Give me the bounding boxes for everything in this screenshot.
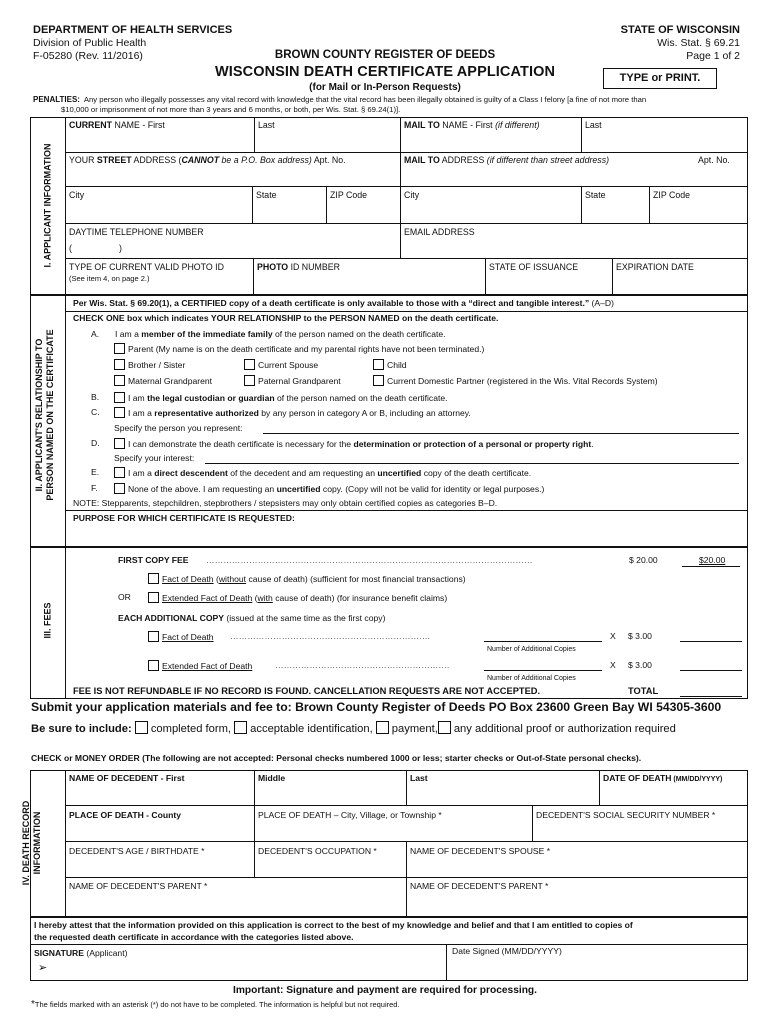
- phone-paren-open: (: [69, 243, 72, 253]
- maternal-gp-checkbox[interactable]: [114, 375, 125, 386]
- representative-checkbox[interactable]: [114, 407, 125, 418]
- decedent-first-field[interactable]: NAME OF DECEDENT - First: [69, 773, 185, 783]
- section1-label: I. APPLICANT INFORMATION: [42, 143, 53, 268]
- option-d-letter: D.: [91, 438, 100, 448]
- mail-city-field[interactable]: City: [404, 190, 420, 200]
- fact-of-death-option[interactable]: Fact of Death (without cause of death) (sufficient for most financial transactions): [148, 573, 466, 585]
- see-item-note: (See item 4, on page 2.): [69, 274, 150, 283]
- photo-id-type-field[interactable]: TYPE OF CURRENT VALID PHOTO ID: [69, 262, 224, 272]
- last-name-field[interactable]: Last: [258, 120, 275, 130]
- section2-intro: Per Wis. Stat. § 69.20(1), a CERTIFIED copy of a death certificate is only available to those with a “direct and tangible interest.” (A–D): [73, 298, 615, 308]
- state-field[interactable]: State: [256, 190, 277, 200]
- city-field[interactable]: City: [69, 190, 85, 200]
- division-name: Division of Public Health: [33, 37, 147, 49]
- parent1-name-field[interactable]: NAME OF DECEDENT'S PARENT *: [69, 881, 208, 891]
- spouse-checkbox[interactable]: [244, 359, 255, 370]
- option-a-text: I am a member of the immediate family of the person named on the death certificate.: [115, 329, 446, 339]
- phone-paren-close: ): [119, 243, 122, 253]
- place-city-field[interactable]: PLACE OF DEATH – City, Village, or Township *: [258, 810, 442, 820]
- signature-field[interactable]: SIGNATURE (Applicant): [34, 948, 128, 958]
- option-f-letter: F.: [91, 483, 98, 493]
- photo-id-number-field[interactable]: PHOTO ID NUMBER: [257, 262, 340, 272]
- specify-interest-label: Specify your interest:: [114, 453, 195, 463]
- add-extended-leader: …………………………………………………….: [275, 660, 450, 670]
- option-a-letter: A.: [91, 329, 100, 339]
- partner-option[interactable]: Current Domestic Partner (registered in the Wis. Vital Records System): [373, 375, 658, 387]
- department-name: DEPARTMENT OF HEALTH SERVICES: [33, 24, 233, 36]
- decedent-middle-field[interactable]: Middle: [258, 773, 286, 783]
- additional-proof-checkbox[interactable]: [438, 721, 451, 734]
- attest-line1: I hereby attest that the information provided on this application is correct to the best of my knowledge and belief and that I am entitled to copies of: [34, 920, 633, 930]
- identification-checkbox[interactable]: [234, 721, 247, 734]
- add-fact-leader: …………………………………………………………….: [230, 631, 431, 641]
- submit-instructions: Submit your application materials and fee to: Brown County Register of Deeds PO Box 23600 Green Bay WI 54305-3600: [31, 700, 722, 714]
- parent-checkbox[interactable]: [114, 343, 125, 354]
- mail-zip-field[interactable]: ZIP Code: [653, 190, 691, 200]
- asterisk-note: *The fields marked with an asterisk (*) do not have to be completed. The information is helpful but not required.: [31, 999, 400, 1010]
- multiply-x-1: X: [610, 631, 616, 641]
- penalties-line2: $10,000 or imprisonment of not more than 3 years and 6 months, or both, per Wis. Stat. § 69.24(1)].: [61, 105, 401, 114]
- place-county-field[interactable]: PLACE OF DEATH - County: [69, 810, 182, 820]
- option-c-letter: C.: [91, 407, 100, 417]
- first-copy-price: $ 20.00: [629, 555, 658, 565]
- or-label: OR: [118, 592, 131, 602]
- section-death-record: [30, 770, 748, 917]
- date-of-death-field[interactable]: DATE OF DEATH (MM/DD/YYYY): [603, 773, 723, 783]
- none-above-checkbox[interactable]: [114, 483, 125, 494]
- state-issuance-field[interactable]: STATE OF ISSUANCE: [489, 262, 579, 272]
- partner-checkbox[interactable]: [373, 375, 384, 386]
- option-d[interactable]: I can demonstrate the death certificate is necessary for the determination or protection of a personal or property right.: [114, 438, 594, 450]
- email-field[interactable]: EMAIL ADDRESS: [404, 227, 475, 237]
- sibling-checkbox[interactable]: [114, 359, 125, 370]
- property-right-checkbox[interactable]: [114, 438, 125, 449]
- option-b[interactable]: I am the legal custodian or guardian of the person named on the death certificate.: [114, 392, 448, 404]
- option-b-letter: B.: [91, 392, 100, 402]
- each-additional-label: EACH ADDITIONAL COPY (issued at the same time as the first copy): [118, 613, 386, 623]
- paternal-gp-option[interactable]: Paternal Grandparent: [244, 375, 341, 387]
- section4-label: IV. DEATH RECORD INFORMATION: [21, 800, 42, 886]
- add-fact-total-line[interactable]: [680, 641, 742, 642]
- type-or-print-box: TYPE or PRINT.: [603, 68, 717, 89]
- add-extended-price: $ 3.00: [628, 660, 652, 670]
- total-line[interactable]: [680, 696, 742, 697]
- form-title: WISCONSIN DEATH CERTIFICATE APPLICATION: [214, 64, 556, 80]
- completed-form-checkbox[interactable]: [135, 721, 148, 734]
- important-notice: Important: Signature and payment are required for processing.: [233, 985, 537, 996]
- page-number: Page 1 of 2: [686, 50, 740, 62]
- date-signed-field[interactable]: Date Signed (MM/DD/YYYY): [452, 946, 562, 956]
- add-fact-checkbox[interactable]: [148, 631, 159, 642]
- current-name-field[interactable]: CURRENT NAME - First: [69, 120, 165, 130]
- first-copy-leader: ……………………………………………………………………………………………………: [206, 555, 533, 565]
- parent-option[interactable]: Parent (My name is on the death certificate and my parental rights have not been terminated.): [114, 343, 484, 355]
- first-copy-label: FIRST COPY FEE: [118, 555, 189, 565]
- penalties-label: PENALTIES:: [33, 95, 80, 104]
- parent2-name-field[interactable]: NAME OF DECEDENT'S PARENT *: [410, 881, 549, 891]
- purpose-field[interactable]: PURPOSE FOR WHICH CERTIFICATE IS REQUESTED:: [73, 513, 295, 523]
- section3-label: III. FEES: [42, 602, 53, 639]
- ssn-field[interactable]: DECEDENT'S SOCIAL SECURITY NUMBER *: [536, 810, 716, 820]
- child-checkbox[interactable]: [373, 359, 384, 370]
- payment-checkbox[interactable]: [376, 721, 389, 734]
- mail-to-address-field[interactable]: MAIL TO ADDRESS (if different than street address): [404, 155, 610, 165]
- penalties-line1: Any person who illegally possesses any vital record with knowledge that the vital record has been illegally obtained is guilty of a Class I felony [a fine of not more than: [83, 95, 647, 104]
- multiply-x-2: X: [610, 660, 616, 670]
- add-extended-copies-line[interactable]: [484, 670, 602, 671]
- decedent-last-field[interactable]: Last: [410, 773, 428, 783]
- specify-interest-line[interactable]: [205, 463, 739, 464]
- option-f[interactable]: None of the above. I am requesting an uncertified copy. (Copy will not be valid for identity or legal purposes.): [114, 483, 544, 495]
- maternal-gp-option[interactable]: Maternal Grandparent: [114, 375, 212, 387]
- spouse-name-field[interactable]: NAME OF DECEDENT'S SPOUSE *: [410, 846, 551, 856]
- num-copies-caption-1: Number of Additional Copies: [487, 646, 576, 653]
- county-name: BROWN COUNTY REGISTER OF DEEDS: [274, 49, 496, 61]
- paternal-gp-checkbox[interactable]: [244, 375, 255, 386]
- specify-represent-label: Specify the person you represent:: [114, 423, 243, 433]
- specify-represent-line[interactable]: [263, 433, 739, 434]
- signature-arrow-icon: ➢: [38, 962, 48, 974]
- first-copy-total: $20.00: [699, 555, 726, 565]
- mail-to-apt-field[interactable]: Apt. No.: [698, 155, 730, 165]
- street-address-field[interactable]: YOUR STREET ADDRESS (CANNOT be a P.O. Box address) Apt. No.: [69, 155, 346, 165]
- add-extended-total-line[interactable]: [680, 670, 742, 671]
- total-label: TOTAL: [628, 686, 659, 696]
- zip-field[interactable]: ZIP Code: [330, 190, 368, 200]
- section2-label: II. APPLICANT'S RELATIONSHIP TO PERSON NAMED ON THE CERTIFICATE: [34, 329, 55, 501]
- check-money-order-notice: CHECK or MONEY ORDER (The following are not accepted: Personal checks numbered 1000 or less; starter checks or Out-of-State personal checks).: [31, 753, 642, 763]
- extended-fact-checkbox[interactable]: [148, 592, 159, 603]
- option-e-letter: E.: [91, 467, 100, 477]
- extended-fact-option[interactable]: Extended Fact of Death (with cause of death) (for insurance benefit claims): [148, 592, 447, 604]
- attest-line2: the requested death certificate in accordance with the categories listed above.: [34, 932, 354, 942]
- penalties-notice: [33, 95, 748, 115]
- child-option[interactable]: Child: [373, 359, 407, 371]
- check-one-instruction: CHECK ONE box which indicates YOUR RELATIONSHIP to the PERSON NAMED on the death certificate.: [73, 313, 499, 323]
- add-fact-option[interactable]: Fact of Death: [148, 631, 214, 643]
- option-c[interactable]: I am a representative authorized by any person in category A or B, including an attorney.: [114, 407, 471, 419]
- form-number: F-05280 (Rev. 11/2016): [33, 50, 143, 62]
- age-birthdate-field[interactable]: DECEDENT'S AGE / BIRTHDATE *: [69, 846, 205, 856]
- descendent-checkbox[interactable]: [114, 467, 125, 478]
- form-subtitle: (for Mail or In-Person Requests): [309, 82, 461, 93]
- be-sure-label: Be sure to include:: [31, 723, 132, 735]
- num-copies-caption-2: Number of Additional Copies: [487, 675, 576, 682]
- sibling-option[interactable]: Brother / Sister: [114, 359, 185, 371]
- be-sure-include: Be sure to include: completed form, acceptable identification, payment, any additional proof or authorization required: [31, 723, 676, 735]
- custodian-checkbox[interactable]: [114, 392, 125, 403]
- fact-of-death-checkbox[interactable]: [148, 573, 159, 584]
- phone-field[interactable]: DAYTIME TELEPHONE NUMBER: [69, 227, 204, 237]
- add-fact-copies-line[interactable]: [484, 641, 602, 642]
- stepfamily-note: NOTE: Stepparents, stepchildren, stepbrothers / stepsisters may only obtain certified copies as categories B–D.: [73, 498, 498, 508]
- add-extended-checkbox[interactable]: [148, 660, 159, 671]
- not-refundable-notice: FEE IS NOT REFUNDABLE IF NO RECORD IS FOUND. CANCELLATION REQUESTS ARE NOT ACCEPTED.: [73, 686, 541, 696]
- add-extended-option[interactable]: Extended Fact of Death: [148, 660, 252, 672]
- expiration-field[interactable]: EXPIRATION DATE: [616, 262, 694, 272]
- mail-state-field[interactable]: State: [585, 190, 606, 200]
- occupation-field[interactable]: DECEDENT'S OCCUPATION *: [258, 846, 377, 856]
- add-fact-price: $ 3.00: [628, 631, 652, 641]
- option-e[interactable]: I am a direct descendent of the decedent and am requesting an uncertified copy of the death certificate.: [114, 467, 531, 479]
- mail-to-name-field[interactable]: MAIL TO NAME - First (if different): [404, 120, 540, 130]
- mail-to-last-field[interactable]: Last: [585, 120, 602, 130]
- spouse-option[interactable]: Current Spouse: [244, 359, 318, 371]
- statute-ref: Wis. Stat. § 69.21: [657, 37, 740, 49]
- state-name: STATE OF WISCONSIN: [620, 24, 740, 36]
